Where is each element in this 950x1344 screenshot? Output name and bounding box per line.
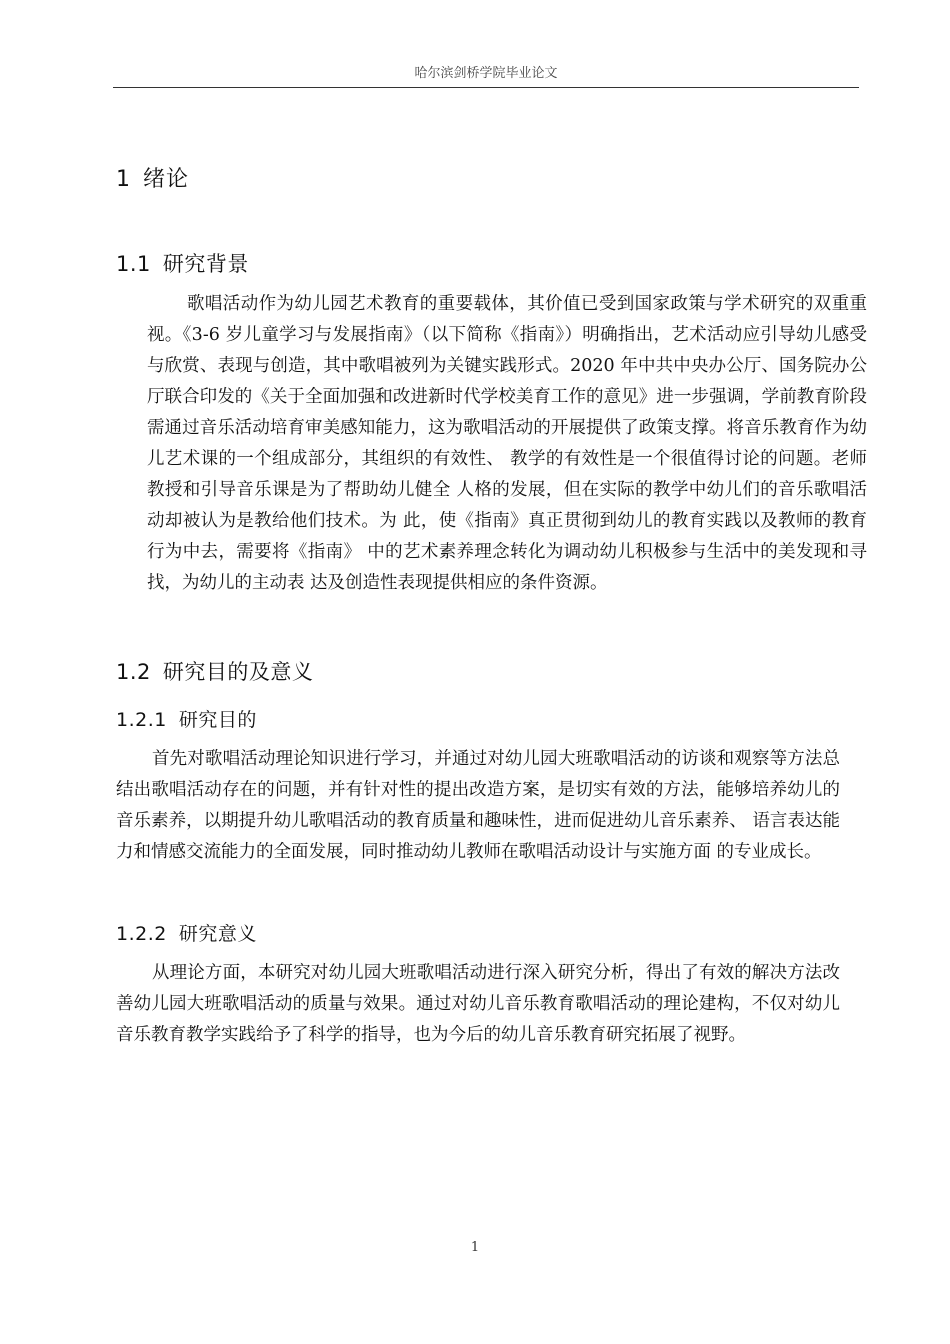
subsection-title: 研究意义 (178, 923, 257, 945)
significance-paragraph: 从理论方面，本研究对幼儿园大班歌唱活动进行深入研究分析，得出了有效的解决方法改善幼儿园大班歌唱活动的质量与效果。通过对幼儿音乐教育歌唱活动的理论建构，不仅对幼儿音乐教育教学实践给予了科学的指导，也为今后的幼儿音乐教育研究拓展了视野。 (116, 963, 840, 1045)
header-divider (113, 87, 859, 88)
subsection-heading-1-2-2 (116, 919, 257, 946)
chapter-number: 1 (116, 167, 131, 192)
chapter-title: 绪论 (143, 167, 190, 192)
section-number: 1.1 (116, 252, 151, 276)
chapter-heading (116, 162, 189, 193)
subsection-title: 研究目的 (178, 709, 257, 731)
background-paragraph: 歌唱活动作为幼儿园艺术教育的重要载体，其价值已受到国家政策与学术研究的双重重视。《3-6 岁儿童学习与发展指南》（以下简称《指南》）明确指出，艺术活动应引导幼儿感受与欣赏、表现与创造，其中歌唱被列为关键实践形式。2020 年中共中央办公厅、国务院办公厅联合印发的《关于全面加强和改进新时代学校美育工作的意见》进一步强调，学前教育阶段需通过音乐活动培育审美感知能力，这为歌唱活动的开展提供了政策支撑。将音乐教育作为幼儿艺术课的一个组成部分，其组织的有效性、 教学的有效性是一个很值得讨论的问题。老师教授和引导音乐课是为了帮助幼儿健全 人格的发展，但在实际的教学中幼儿们的音乐歌唱活动却被认为是教给他们技术。为 此，使《指南》真正贯彻到幼儿的教育实践以及教师的教育行为中去，需要将《指南》 中的艺术素养理念转化为调动幼儿积极参与生活中的美发现和寻找，为幼儿的主动表 达及创造性表现提供相应的条件资源。 (147, 294, 867, 593)
subsection-heading-1-2-1 (116, 705, 257, 732)
section-heading-1-2 (116, 656, 313, 686)
section-title: 研究目的及意义 (162, 660, 314, 684)
purpose-paragraph: 首先对歌唱活动理论知识进行学习，并通过对幼儿园大班歌唱活动的访谈和观察等方法总结出歌唱活动存在的问题，并有针对性的提出改造方案，是切实有效的方法，能够培养幼儿的音乐素养，以期提升幼儿歌唱活动的教育质量和趣味性，进而促进幼儿音乐素养、 语言表达能力和情感交流能力的全面发展，同时推动幼儿教师在歌唱活动设计与实施方面 的专业成长。 (116, 749, 840, 862)
section-heading-1-1 (116, 248, 249, 278)
page-number: 1 (470, 1240, 480, 1255)
running-header: 哈尔滨剑桥学院毕业论文 (414, 66, 558, 81)
subsection-number: 1.2.2 (116, 923, 167, 945)
section-number: 1.2 (116, 660, 151, 684)
subsection-number: 1.2.1 (116, 709, 167, 731)
section-title: 研究背景 (162, 252, 249, 276)
